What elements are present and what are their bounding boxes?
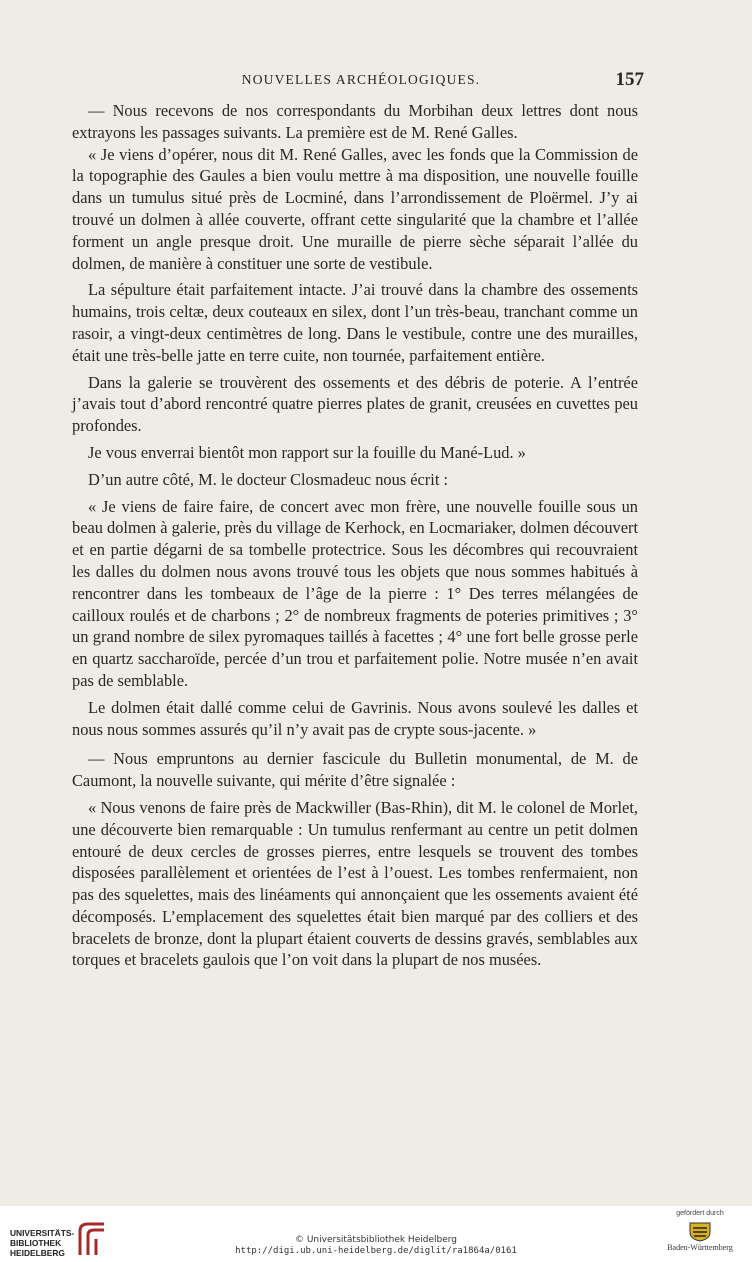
permalink[interactable]: http://digi.ub.uni-heidelberg.de/diglit/ra1864a/0161 bbox=[235, 1246, 517, 1256]
funder-name: Baden-Württemberg bbox=[667, 1243, 733, 1252]
running-title: NOUVELLES ARCHÉOLOGIQUES. bbox=[241, 72, 481, 87]
page-number: 157 bbox=[615, 69, 644, 90]
copyright: © Universitätsbibliothek Heidelberg bbox=[294, 1235, 457, 1245]
body-text bbox=[72, 100, 638, 971]
library-name: UNIVERSITÄTS- BIBLIOTHEK HEIDELBERG bbox=[10, 1228, 75, 1258]
funder-logo bbox=[660, 1210, 740, 1260]
digitization-footer bbox=[0, 1206, 752, 1262]
paragraph: « Je viens d’opérer, nous dit M. René Galles, avec les fonds que la Commission de la topographie des Gaules a bien voulu mettre à ma disposition, une nouvelle fouille dans un tumulus situé près de Locminé, dans l’arrondissement de Ploërmel. J’y ai trouvé un dolmen à allée couverte, offrant cette singularité que la chambre et l’allée forment un angle presque droit. Une muraille de pierre sèche séparait l’allée du dolmen, de manière à constituer une sorte de vestibule. bbox=[72, 144, 638, 273]
paragraph: Dans la galerie se trouvèrent des ossements et des débris de poterie. A l’entrée j’avais tout d’abord rencontré quatre pierres plates de granit, creusées en cuvettes peu profondes. bbox=[72, 372, 638, 436]
crest-icon bbox=[688, 1220, 712, 1242]
paragraph: — Nous empruntons au dernier fascicule du Bulletin monumental, de M. de Caumont, la nouvelle suivante, qui mérite d’être signalée : bbox=[72, 749, 638, 791]
running-head bbox=[78, 69, 644, 94]
paragraph: « Nous venons de faire près de Mackwiller (Bas-Rhin), dit M. le colonel de Morlet, une découverte bien remarquable : Un tumulus renfermant au centre un petit dolmen entouré de deux cercles de grosses pierres, entre lesquels se trouvent des tombes disposées parallèlement et orientées de l’est à l’ouest. Les tombes renfermaient, non pas des squelettes, mais des linéaments qui annonçaient que les ossements avaient été décomposés. L’emplacement des squelettes était bien marqué par des colliers et des bracelets de bronze, dont la plupart étaient couverts de dessins gravés, semblables aux torques et bracelets gaulois que l’on voit dans la plupart de nos musées. bbox=[72, 797, 638, 970]
paragraph: — Nous recevons de nos correspondants du Morbihan deux lettres dont nous extrayons les passages suivants. La première est de M. René Galles. bbox=[72, 101, 638, 142]
paragraph: « Je viens de faire faire, de concert avec mon frère, une nouvelle fouille sous un beau dolmen à galerie, près du village de Kerhock, en Locmariaker, dolmen découvert et en partie dégarni de sa tombelle protectrice. Sous les décombres qui recouvraient les dalles du dolmen nous avons trouvé tous les objets que nous sommes habitués à rencontrer dans les tombeaux de l’âge de la pierre : 1° Des terres mélangées de cailloux roulés et de charbons ; 2° de nombreux fragments de poteries primitives ; 3° un grand nombre de silex pyromaques taillés à facettes ; 4° une fort belle grosse perle en quartz saccharoïde, percée d’un trou et parfaitement polie. Notre musée n’en avait pas de semblable. bbox=[72, 496, 638, 690]
paragraph: D’un autre côté, M. le docteur Closmadeuc nous écrit : bbox=[88, 469, 449, 489]
paragraph: Je vous enverrai bientôt mon rapport sur la fouille du Mané-Lud. » bbox=[88, 442, 526, 462]
paragraph: Le dolmen était dallé comme celui de Gavrinis. Nous avons soulevé les dalles et nous nous sommes assurés qu’il n’y avait pas de crypte sous-jacente. » bbox=[72, 697, 638, 739]
paragraph: La sépulture était parfaitement intacte. J’ai trouvé dans la chambre des ossements humains, trois celtæ, deux couteaux en silex, dont l’un très-beau, tranchant comme un rasoir, a vingt-deux centimètres de long. Dans le vestibule, contre une des murailles, était une très-belle jatte en terre cuite, non tournée, parfaitement entière. bbox=[72, 280, 638, 365]
funder-label: gefördert durch bbox=[676, 1210, 724, 1217]
